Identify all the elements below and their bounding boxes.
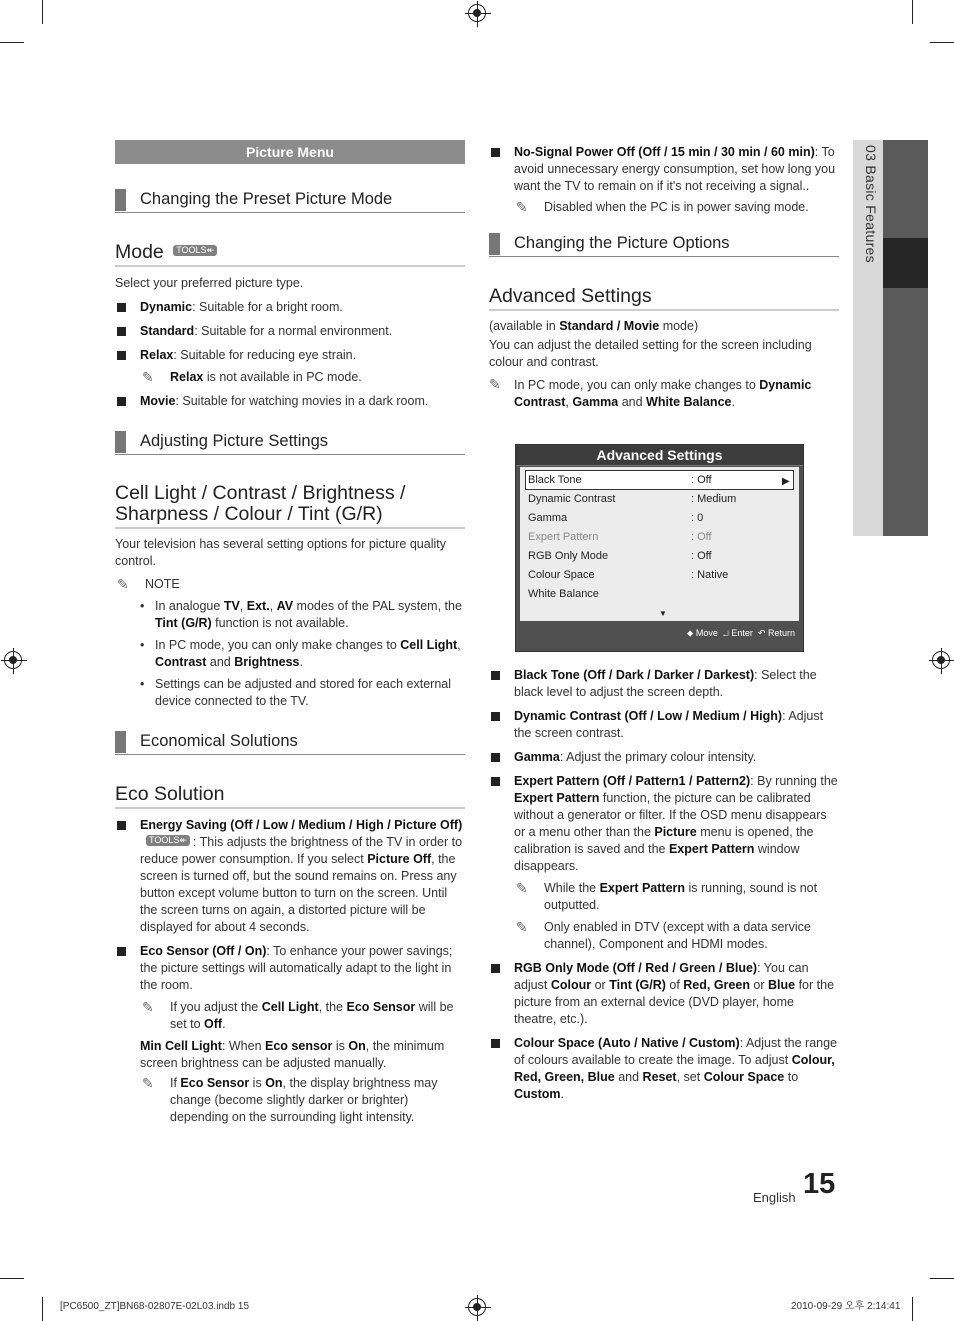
list-item: Colour Space (Auto / Native / Custom): Adjust the range of colours available to create the image. To adjust Colour, Red, Green, Blue and Reset, set Colour Space to Custom. bbox=[489, 1035, 839, 1103]
move-icon: ⬥ bbox=[687, 628, 694, 638]
note: ✎ Relax is not available in PC mode. bbox=[142, 369, 362, 385]
chapter-tab-label: 03 Basic Features bbox=[863, 145, 879, 263]
list-item: • In analogue TV, Ext., AV modes of the PAL system, the Tint (G/R) function is not available. bbox=[140, 598, 465, 632]
note: ✎ In PC mode, you can only make changes to Dynamic Contrast, Gamma and White Balance. bbox=[489, 376, 812, 409]
osd-row: Colour Space : Native bbox=[528, 569, 729, 581]
imprint-file: [PC6500_ZT]BN68-02807E-02L03.indb 15 bbox=[60, 1301, 250, 1312]
pencil-note-icon: ✎ bbox=[516, 199, 528, 215]
osd-row: White Balance bbox=[528, 588, 599, 600]
list-item: Standard: Suitable for a normal environment. bbox=[115, 323, 465, 340]
list-item: No-Signal Power Off (Off / 15 min / 30 min / 60 min): To avoid unnecessary energy consumption, set how long you want the TV to remain on if it's not receiving a signal.. bbox=[489, 144, 839, 195]
list-item: • Settings can be adjusted and stored for each external device connected to the TV. bbox=[140, 676, 465, 710]
osd-body bbox=[520, 467, 799, 621]
osd-title: Advanced Settings bbox=[516, 445, 803, 466]
crop-mark bbox=[930, 1278, 954, 1279]
osd-row: RGB Only Mode : Off bbox=[528, 550, 712, 562]
return-icon: ↶ bbox=[757, 628, 766, 638]
osd-row: Gamma : 0 bbox=[528, 512, 704, 524]
right-column-lower bbox=[489, 667, 839, 1103]
osd-row: Expert Pattern : Off bbox=[528, 531, 712, 543]
pencil-note-icon: ✎ bbox=[516, 919, 528, 935]
registration-mark-icon bbox=[4, 651, 22, 669]
paragraph: Your television has several setting options for picture quality control. bbox=[115, 537, 446, 568]
left-column bbox=[115, 140, 465, 1126]
list-item: Relax: Suitable for reducing eye strain. bbox=[115, 347, 465, 364]
section-heading: Cell Light / Contrast / Brightness / Sharpness / Colour / Tint (G/R) bbox=[115, 483, 465, 529]
menu-title: Picture Menu bbox=[115, 140, 465, 164]
chapter-tab-strip bbox=[883, 140, 928, 536]
osd-row: Black Tone : Off bbox=[528, 474, 712, 486]
crop-mark bbox=[912, 1297, 913, 1321]
list-item: Energy Saving (Off / Low / Medium / High / Picture Off)TOOLS↞ : This adjusts the brightness of the TV in order to reduce power consumption. If you select Picture Off, the screen is turned off, but the sound remains on. Press any button except volume button to turn on the screen. Until the screen turns on again, a distorted picture will be displayed for about 4 seconds. bbox=[115, 817, 465, 936]
mode-heading-text: Mode bbox=[115, 241, 164, 263]
list-item: Eco Sensor (Off / On): To enhance your power savings; the picture settings will automatically adapt to the light in the room. bbox=[115, 943, 465, 994]
paragraph: (available in Standard / Movie mode) bbox=[489, 319, 699, 333]
section-heading: Eco Solution bbox=[115, 783, 465, 809]
tools-icon: TOOLS↞ bbox=[146, 835, 190, 846]
crop-mark bbox=[0, 42, 24, 43]
list-item: Black Tone (Off / Dark / Darker / Darkest): Select the black level to adjust the screen depth. bbox=[489, 667, 839, 701]
crop-mark bbox=[0, 1278, 24, 1279]
osd-footer: ⬥ Move ↵ Enter ↶ Return bbox=[687, 628, 795, 638]
list-item: Movie: Suitable for watching movies in a dark room. bbox=[115, 393, 465, 410]
note: ✎ NOTE bbox=[117, 576, 180, 592]
page-number: 15 bbox=[803, 1168, 836, 1200]
note: ✎ Only enabled in DTV (except with a data service channel), Component and HDMI modes. bbox=[516, 919, 811, 951]
list-item: • In PC mode, you can only make changes to Cell Light, Contrast and Brightness. bbox=[140, 637, 465, 671]
subsection-heading: Economical Solutions bbox=[115, 728, 465, 755]
note: ✎ Disabled when the PC is in power saving mode. bbox=[516, 199, 809, 215]
section-heading bbox=[115, 241, 465, 267]
pencil-note-icon: ✎ bbox=[142, 999, 154, 1015]
paragraph: Min Cell Light: When Eco sensor is On, the minimum screen brightness can be adjusted manually. bbox=[140, 1039, 445, 1070]
list-item: Dynamic Contrast (Off / Low / Medium / High): Adjust the screen contrast. bbox=[489, 708, 839, 742]
enter-icon: ↵ bbox=[722, 628, 729, 638]
registration-mark-icon bbox=[468, 4, 486, 22]
crop-mark bbox=[912, 0, 913, 24]
pencil-note-icon: ✎ bbox=[142, 369, 154, 385]
pencil-note-icon: ✎ bbox=[489, 376, 501, 392]
subsection-heading: Changing the Preset Picture Mode bbox=[115, 186, 465, 213]
list-item: Expert Pattern (Off / Pattern1 / Pattern2): By running the Expert Pattern function, the picture can be calibrated without a generator or filter. If the OSD menu disappears or a menu other than the Picture menu is opened, the calibration is saved and the Expert Pattern window disappears. bbox=[489, 773, 839, 875]
paragraph: You can adjust the detailed setting for the screen including colour and contrast. bbox=[489, 338, 812, 369]
imprint-date: 2010-09-29 오후 2:14:41 bbox=[791, 1301, 901, 1312]
list-item: Dynamic: Suitable for a bright room. bbox=[115, 299, 465, 316]
right-column bbox=[489, 140, 839, 411]
crop-mark bbox=[930, 42, 954, 43]
registration-mark-icon bbox=[468, 1298, 486, 1316]
crop-mark bbox=[42, 1297, 43, 1321]
list-item: Gamma: Adjust the primary colour intensity. bbox=[489, 749, 839, 766]
osd-menu-screenshot bbox=[515, 444, 804, 652]
subsection-heading: Changing the Picture Options bbox=[489, 230, 839, 257]
section-heading: Advanced Settings bbox=[489, 285, 839, 311]
subsection-heading: Adjusting Picture Settings bbox=[115, 428, 465, 455]
list-item: RGB Only Mode (Off / Red / Green / Blue): You can adjust Colour or Tint (G/R) of Red, Green or Blue for the picture from an external device (DVD player, home theatre, etc.). bbox=[489, 960, 839, 1028]
pencil-note-icon: ✎ bbox=[142, 1075, 154, 1091]
arrow-right-icon: ▶ bbox=[782, 476, 790, 487]
osd-row: Dynamic Contrast : Medium bbox=[528, 493, 737, 505]
footer-language: English bbox=[753, 1190, 796, 1205]
note: ✎ If Eco Sensor is On, the display brightness may change (become slightly darker or brighter) depending on the surrounding light intensity. bbox=[142, 1075, 438, 1124]
registration-mark-icon bbox=[932, 651, 950, 669]
pencil-note-icon: ✎ bbox=[117, 576, 129, 592]
note: ✎ While the Expert Pattern is running, sound is not outputted. bbox=[516, 880, 818, 912]
pencil-note-icon: ✎ bbox=[516, 880, 528, 896]
crop-mark bbox=[42, 0, 43, 24]
tools-icon: TOOLS↞ bbox=[173, 245, 217, 256]
paragraph: Select your preferred picture type. bbox=[115, 276, 304, 290]
scroll-down-icon: ▼ bbox=[659, 609, 667, 618]
note: ✎ If you adjust the Cell Light, the Eco Sensor will be set to Off. bbox=[142, 999, 454, 1031]
chapter-tab-marker bbox=[883, 238, 928, 288]
